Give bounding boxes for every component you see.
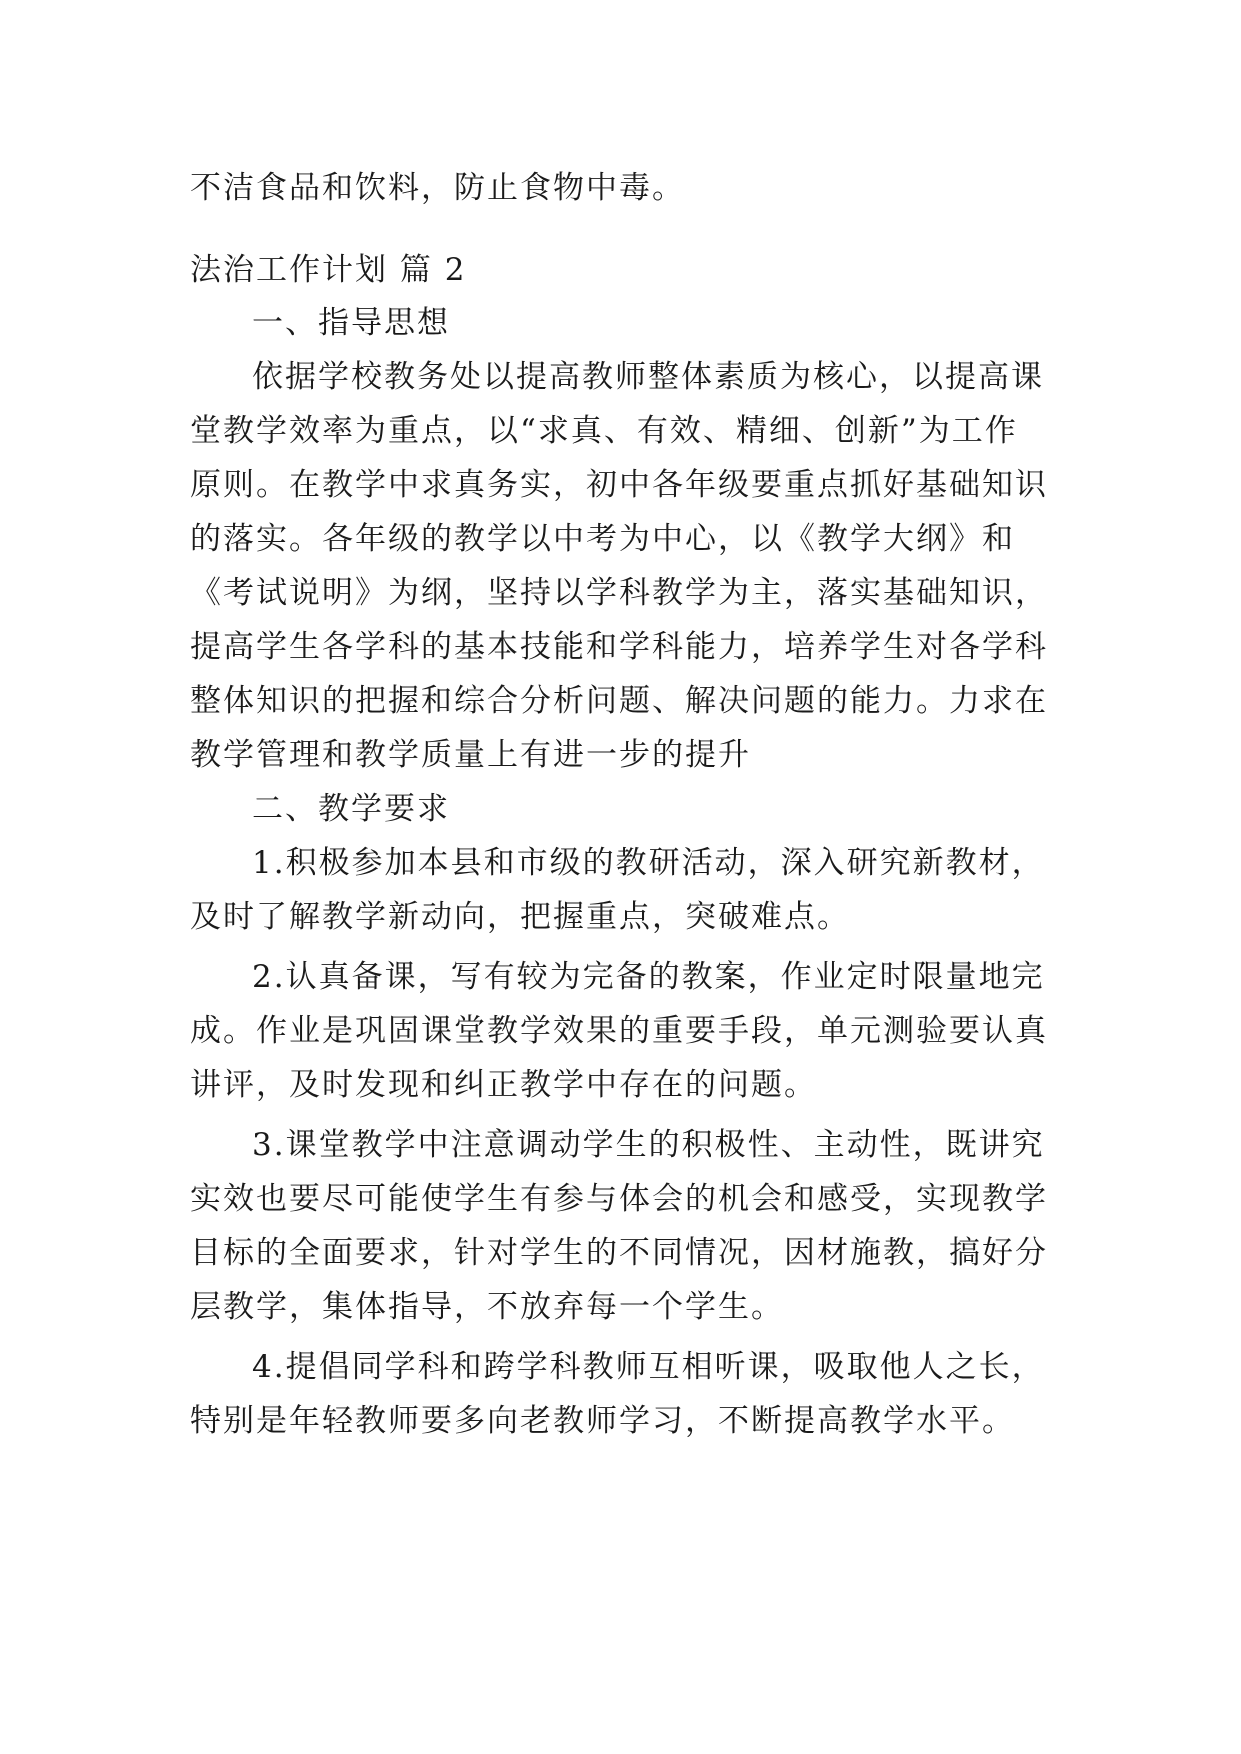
paragraph-line: 原则。在教学中求真务实，初中各年级要重点抓好基础知识 bbox=[190, 467, 1048, 503]
list-item-line: 目标的全面要求，针对学生的不同情况，因材施教，搞好分 bbox=[190, 1235, 1048, 1271]
paragraph-line: 整体知识的把握和综合分析问题、解决问题的能力。力求在 bbox=[190, 683, 1048, 719]
section-title: 法治工作计划 篇 2 bbox=[190, 252, 467, 288]
paragraph-line: 堂教学效率为重点，以“求真、有效、精细、创新”为工作 bbox=[190, 413, 1018, 449]
paragraph-line: 教学管理和教学质量上有进一步的提升 bbox=[190, 737, 751, 773]
list-item-line: 4.提倡同学科和跨学科教师互相听课，吸取他人之长， bbox=[252, 1349, 1045, 1385]
heading-teaching-requirements: 二、教学要求 bbox=[252, 791, 450, 827]
list-item-line: 1.积极参加本县和市级的教研活动，深入研究新教材， bbox=[252, 845, 1045, 881]
list-item-line: 实效也要尽可能使学生有参与体会的机会和感受，实现教学 bbox=[190, 1181, 1048, 1217]
paragraph-line: 的落实。各年级的教学以中考为中心，以《教学大纲》和 bbox=[190, 521, 1015, 557]
list-item-line: 成。作业是巩固课堂教学效果的重要手段，单元测验要认真 bbox=[190, 1013, 1048, 1049]
paragraph-line: 提高学生各学科的基本技能和学科能力，培养学生对各学科 bbox=[190, 629, 1048, 665]
paragraph-line: 《考试说明》为纲，坚持以学科教学为主，落实基础知识， bbox=[190, 575, 1048, 611]
list-item-line: 特别是年轻教师要多向老教师学习，不断提高教学水平。 bbox=[190, 1403, 1015, 1439]
list-item-line: 及时了解教学新动向，把握重点，突破难点。 bbox=[190, 899, 850, 935]
continued-text-line: 不洁食品和饮料，防止食物中毒。 bbox=[190, 170, 685, 206]
heading-guiding-ideology: 一、指导思想 bbox=[252, 305, 450, 341]
list-item-line: 层教学，集体指导，不放弃每一个学生。 bbox=[190, 1289, 784, 1325]
paragraph-line: 依据学校教务处以提高教师整体素质为核心，以提高课 bbox=[252, 359, 1044, 395]
list-item-line: 讲评，及时发现和纠正教学中存在的问题。 bbox=[190, 1067, 817, 1103]
list-item-line: 3.课堂教学中注意调动学生的积极性、主动性，既讲究 bbox=[252, 1127, 1045, 1163]
list-item-line: 2.认真备课，写有较为完备的教案，作业定时限量地完 bbox=[252, 959, 1045, 995]
